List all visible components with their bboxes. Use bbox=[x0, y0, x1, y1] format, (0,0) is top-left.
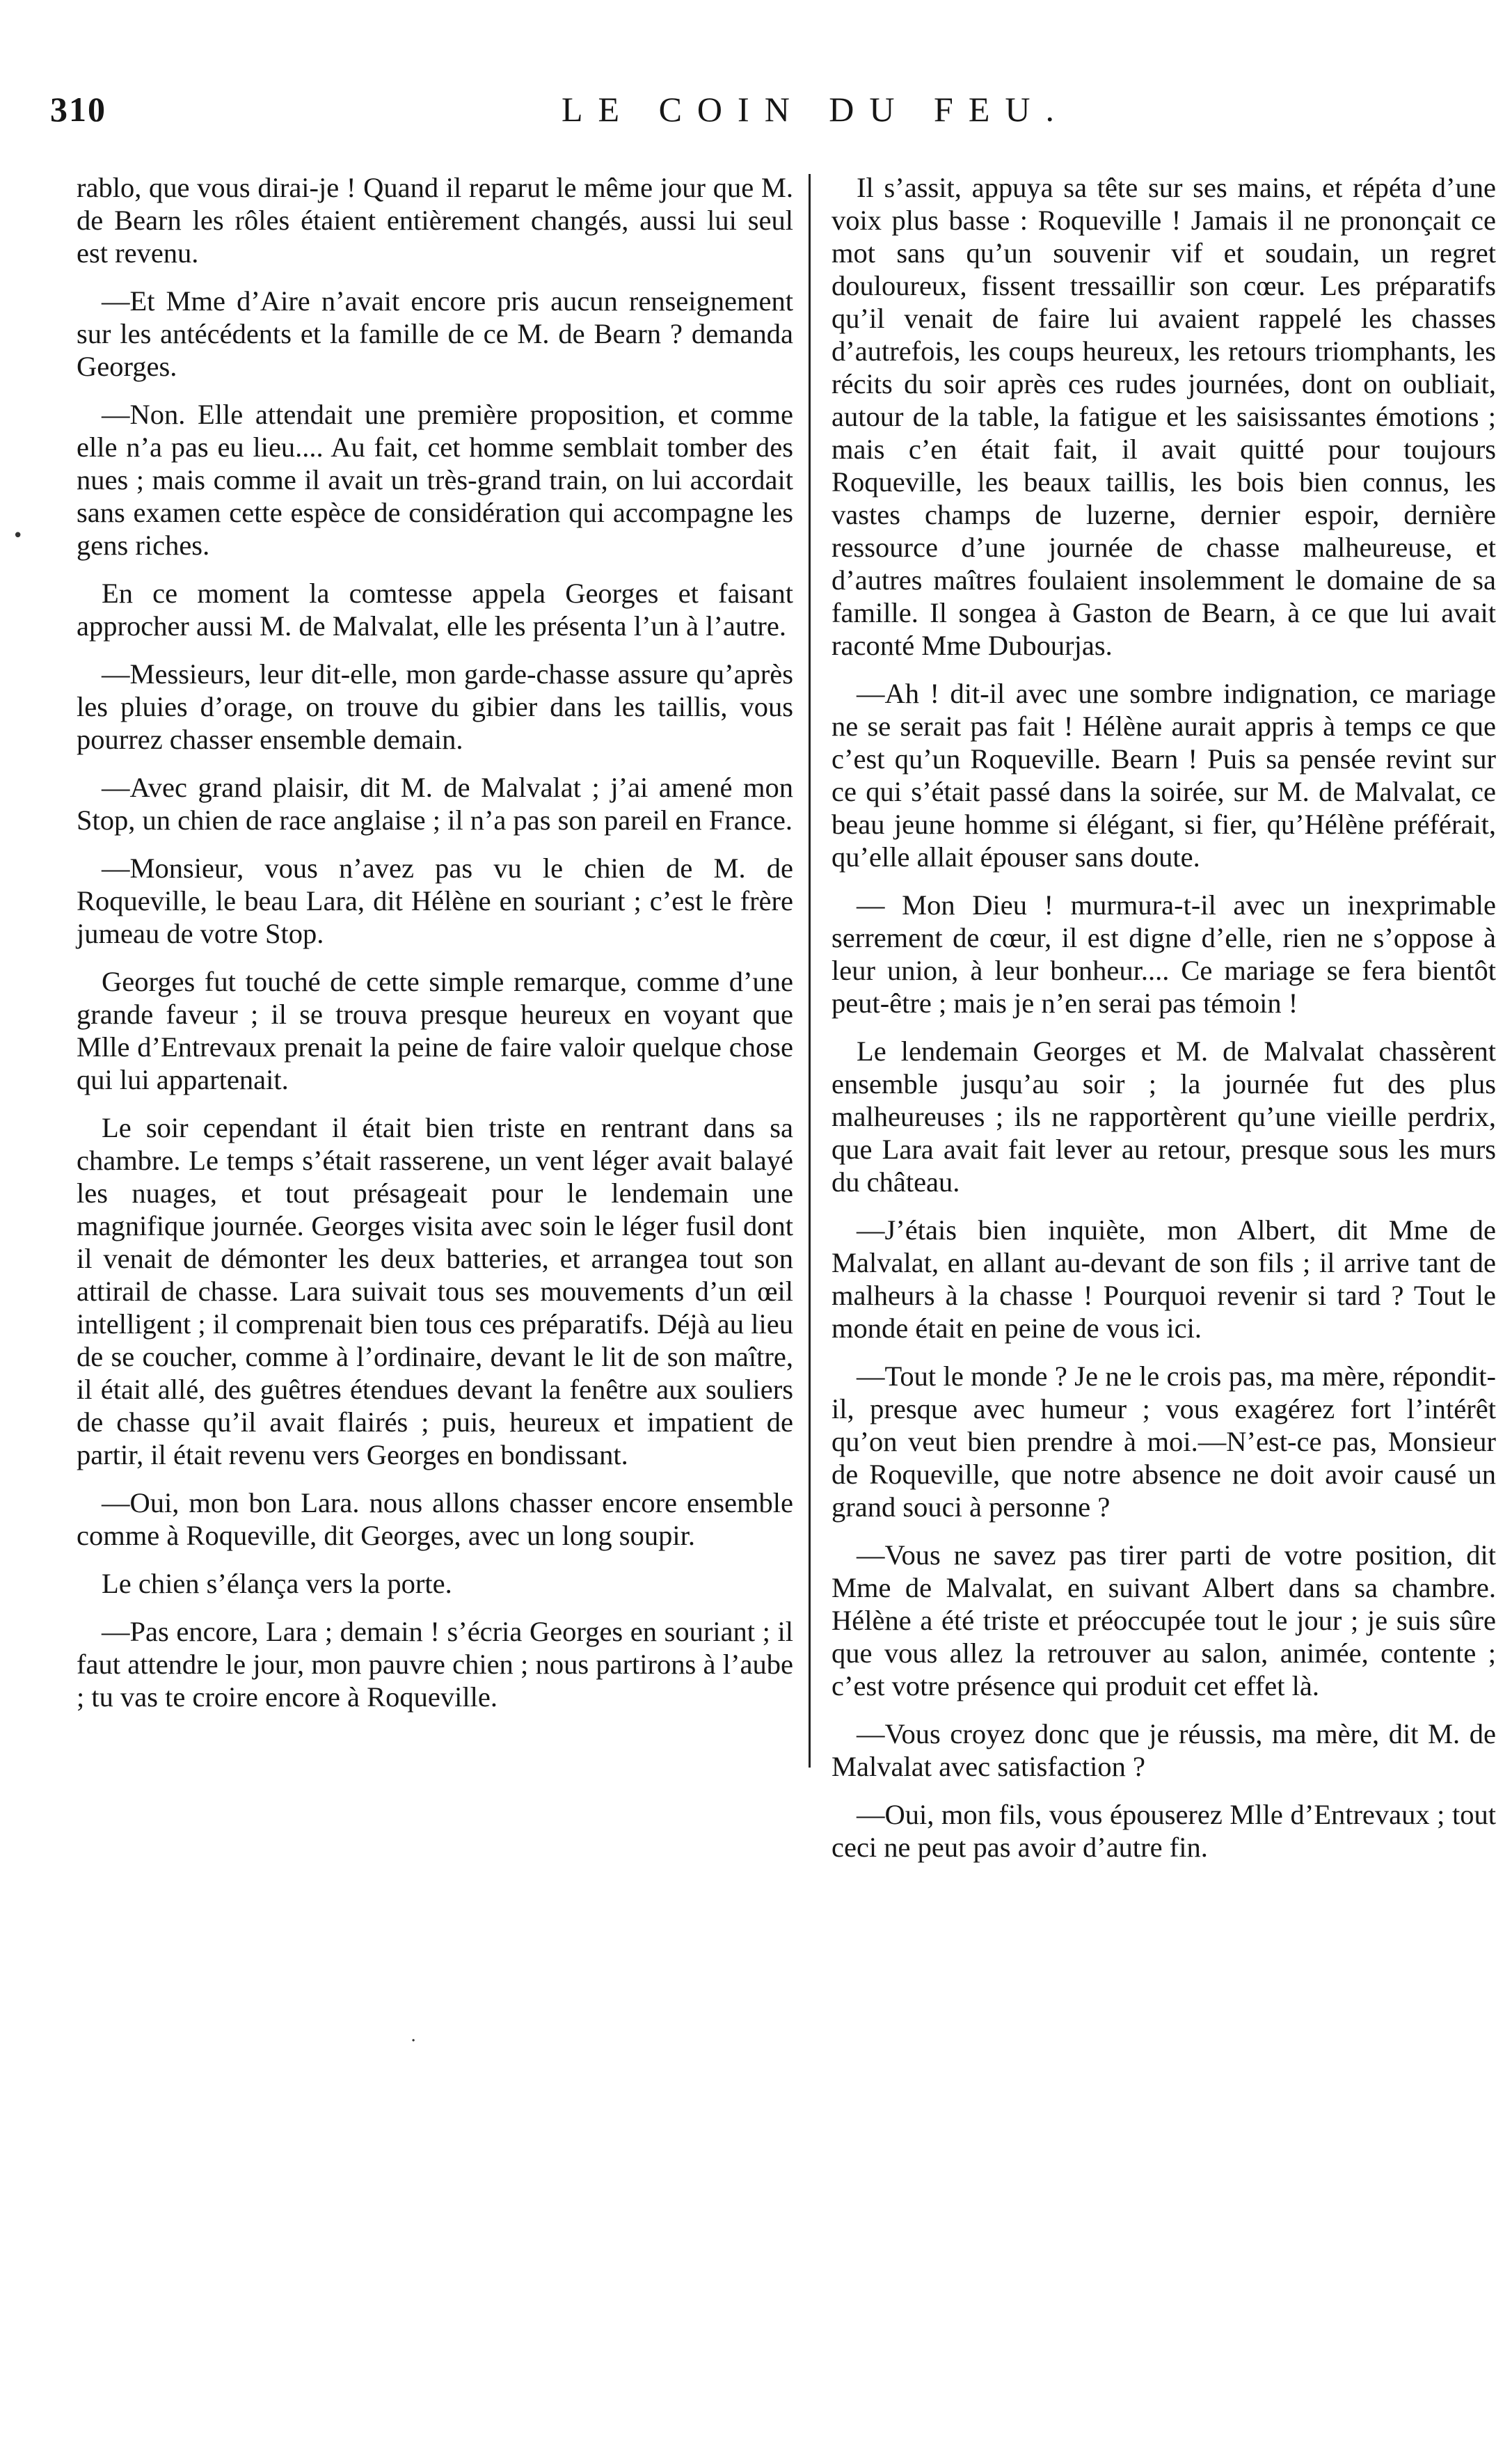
left-column bbox=[77, 171, 793, 1729]
paragraph: —Ah ! dit-il avec une sombre indignation, ce mariage ne se serait pas fait ! Hélène aurait appris à temps ce que c’est qu’un Roqueville. Bearn ! Puis sa pensée revint sur ce qui s’était passé dans la soirée, sur M. de Malvalat, ce beau jeune homme si élégant, si fier, qu’Hélène préférait, qu’elle allait épouser sans doute. bbox=[831, 678, 1496, 873]
paragraph: —Vous ne savez pas tirer parti de votre position, dit Mme de Malvalat, en suivant Albert dans sa chambre. Hélène a été triste et préoccupée tout le jour ; je suis sûre que vous allez la retrouver au salon, animée, contente ; c’est votre présence qui produit cet effet là. bbox=[831, 1539, 1496, 1701]
paragraph: Le lendemain Georges et M. de Malvalat chassèrent ensemble jusqu’au soir ; la journée fut des plus malheureuses ; ils ne rapportèrent qu’une vieille perdrix, que Lara avait fait lever au retour, presque sous les murs du château. bbox=[831, 1035, 1496, 1198]
column-divider bbox=[809, 174, 811, 1768]
paragraph: —Tout le monde ? Je ne le crois pas, ma mère, répondit-il, presque avec humeur ; vous exagérez fort l’intérêt qu’on veut bien prendre à moi.—N’est-ce pas, Monsieur de Roqueville, que notre absence ne doit avoir causé un grand souci à personne ? bbox=[831, 1360, 1496, 1523]
paragraph: —Et Mme d’Aire n’avait encore pris aucun renseignement sur les antécédents et la famille de ce M. de Bearn ? demanda Georges. bbox=[77, 285, 793, 382]
running-header bbox=[50, 89, 1504, 145]
paragraph: —J’étais bien inquiète, mon Albert, dit Mme de Malvalat, en allant au-devant de son fils ; il arrive tant de malheurs à la chasse ! Pourquoi revenir si tard ? Tout le monde était en peine de vous ici. bbox=[831, 1214, 1496, 1344]
paragraph: —Oui, mon fils, vous épouserez Mlle d’Entrevaux ; tout ceci ne peut pas avoir d’autre fin. bbox=[831, 1799, 1496, 1863]
paragraph: —Messieurs, leur dit-elle, mon garde-chasse assure qu’après les pluies d’orage, on trouve du gibier dans les taillis, vous pourrez chasser ensemble demain. bbox=[77, 658, 793, 755]
paragraph: —Monsieur, vous n’avez pas vu le chien de M. de Roqueville, le beau Lara, dit Hélène en souriant ; c’est le frère jumeau de votre Stop. bbox=[77, 852, 793, 949]
page-number: 310 bbox=[50, 90, 106, 129]
paragraph: En ce moment la comtesse appela Georges et faisant approcher aussi M. de Malvalat, elle les présenta l’un à l’autre. bbox=[77, 578, 793, 642]
paragraph: —Pas encore, Lara ; demain ! s’écria Georges en souriant ; il faut attendre le jour, mon pauvre chien ; nous partirons à l’aube ; tu vas te croire encore à Roqueville. bbox=[77, 1616, 793, 1713]
paragraph: Il s’assit, appuya sa tête sur ses mains, et répéta d’une voix plus basse : Roqueville ! Jamais il ne prononçait ce mot sans qu’un souvenir vif et soudain, un regret douloureux, fissent tressaillir son cœur. Les préparatifs qu’il venait de faire lui avaient rappelé les chasses d’autrefois, les coups heureux, les retours triomphants, les récits du soir après ces rudes journées, dont on oubliait, autour de la table, la fatigue et les saisissantes émotions ; mais c’en était fait, il avait quitté pour toujours Roqueville, les beaux taillis, les bois bien connus, les vastes champs de luzerne, dernier espoir, dernière ressource d’une journée de chasse malheureuse, et d’autres maîtres foulaient insolemment le domaine de sa famille. Il songea à Gaston de Bearn, à ce que lui avait raconté Mme Dubourjas. bbox=[831, 172, 1496, 661]
ink-speck-mark: · bbox=[411, 2031, 417, 2051]
paragraph: — Mon Dieu ! murmura-t-il avec un inexprimable serrement de cœur, il est digne d’elle, rien ne s’oppose à leur union, à leur bonheur.... Ce mariage se fera bientôt peut-être ; mais je n’en serai pas témoin ! bbox=[831, 889, 1496, 1019]
paragraph: —Non. Elle attendait une première proposition, et comme elle n’a pas eu lieu.... Au fait, cet homme semblait tomber des nues ; mais comme il avait un très-grand train, on lui accordait sans examen cette espèce de considération qui accompagne les gens riches. bbox=[77, 399, 793, 561]
running-title: LE COIN DU FEU. bbox=[562, 90, 1069, 129]
right-column bbox=[831, 171, 1496, 1879]
paragraph: rablo, que vous dirai-je ! Quand il reparut le même jour que M. de Bearn les rôles étaient entièrement changés, aussi lui seul est revenu. bbox=[77, 172, 793, 269]
paragraph: —Vous croyez donc que je réussis, ma mère, dit M. de Malvalat avec satisfaction ? bbox=[831, 1718, 1496, 1782]
paragraph: —Avec grand plaisir, dit M. de Malvalat ; j’ai amené mon Stop, un chien de race anglaise ; il n’a pas son pareil en France. bbox=[77, 772, 793, 836]
paragraph: Georges fut touché de cette simple remarque, comme d’une grande faveur ; il se trouva presque heureux en voyant que Mlle d’Entrevaux prenait la peine de faire valoir quelque chose qui lui appartenait. bbox=[77, 966, 793, 1095]
paragraph: —Oui, mon bon Lara. nous allons chasser encore ensemble comme à Roqueville, dit Georges, avec un long soupir. bbox=[77, 1487, 793, 1551]
ink-speck-mark: • bbox=[13, 525, 24, 546]
paragraph: Le chien s’élança vers la porte. bbox=[102, 1568, 452, 1599]
paragraph: Le soir cependant il était bien triste en rentrant dans sa chambre. Le temps s’était rasserene, un vent léger avait balayé les nuages, et tout présageait pour le lendemain une magnifique journée. Georges visita avec soin le léger fusil dont il venait de démonter les deux batteries, et arrangea tout son attirail de chasse. Lara suivait tous ses mouvements d’un œil intelligent ; il comprenait bien tous ces préparatifs. Déjà au lieu de se coucher, comme à l’ordinaire, devant le lit de son maître, il était allé, des guêtres étendues devant la fenêtre aux souliers de chasse qu’il avait flairés ; puis, heureux et impatient de partir, il était revenu vers Georges en bondissant. bbox=[77, 1112, 793, 1470]
